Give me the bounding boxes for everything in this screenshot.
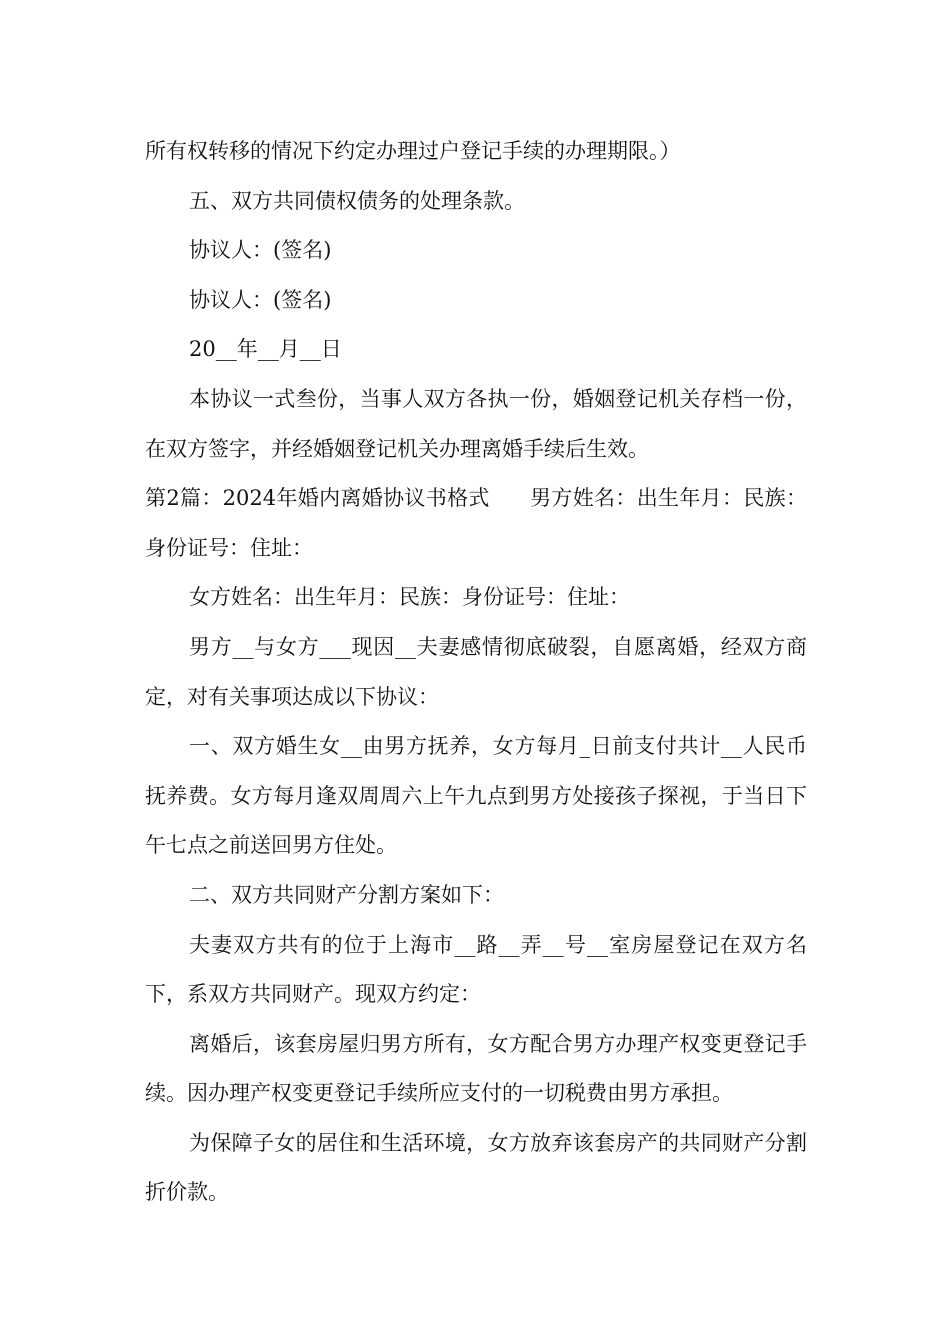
paragraph-clause-five: 五、双方共同债权债务的处理条款。 — [189, 188, 525, 213]
section-heading-paragraph — [145, 474, 807, 573]
paragraph-agreement-intro: 男方__与女方___现因__夫妻感情彻底破裂，自愿离婚，经双方商定，对有关事项达成以下协议： — [145, 634, 807, 709]
paragraph-clause-one: 一、双方婚生女__由男方抚养，女方每月_日前支付共计__人民币抚养费。女方每月逢双周周六上午九点到男方处接孩子探视，于当日下午七点之前送回男方住处。 — [145, 734, 807, 858]
paragraph-copies-note: 本协议一式叁份，当事人双方各执一份，婚姻登记机关存档一份，在双方签字，并经婚姻登记机关办理离婚手续后生效。 — [145, 386, 807, 461]
paragraph-property-ownership: 离婚后，该套房屋归男方所有，女方配合男方办理产权变更登记手续。因办理产权变更登记手续所应支付的一切税费由男方承担。 — [145, 1031, 807, 1106]
paragraph-signatory-2: 协议人：(签名) — [189, 287, 332, 312]
paragraph-signatory-1: 协议人：(签名) — [189, 238, 332, 263]
paragraph-waiver: 为保障子女的居住和生活环境，女方放弃该套房产的共同财产分割折价款。 — [145, 1130, 807, 1205]
male-party-info: 男方姓名：出生年月：民族：身份证号：住址： — [145, 486, 807, 560]
paragraph-female-party-info: 女方姓名：出生年月：民族：身份证号：住址： — [189, 585, 630, 610]
section-heading: 第2篇：2024年婚内离婚协议书格式 — [145, 486, 490, 511]
paragraph-continuation: 所有权转移的情况下约定办理过户登记手续的办理期限。） — [145, 139, 681, 163]
paragraph-property: 夫妻双方共有的位于上海市__路__弄__号__室房屋登记在双方名下，系双方共同财产。现双方约定： — [145, 932, 807, 1007]
paragraph-date: 20__年__月__日 — [189, 337, 342, 362]
document-page — [145, 127, 807, 1218]
paragraph-clause-two: 二、双方共同财产分割方案如下： — [189, 882, 504, 907]
